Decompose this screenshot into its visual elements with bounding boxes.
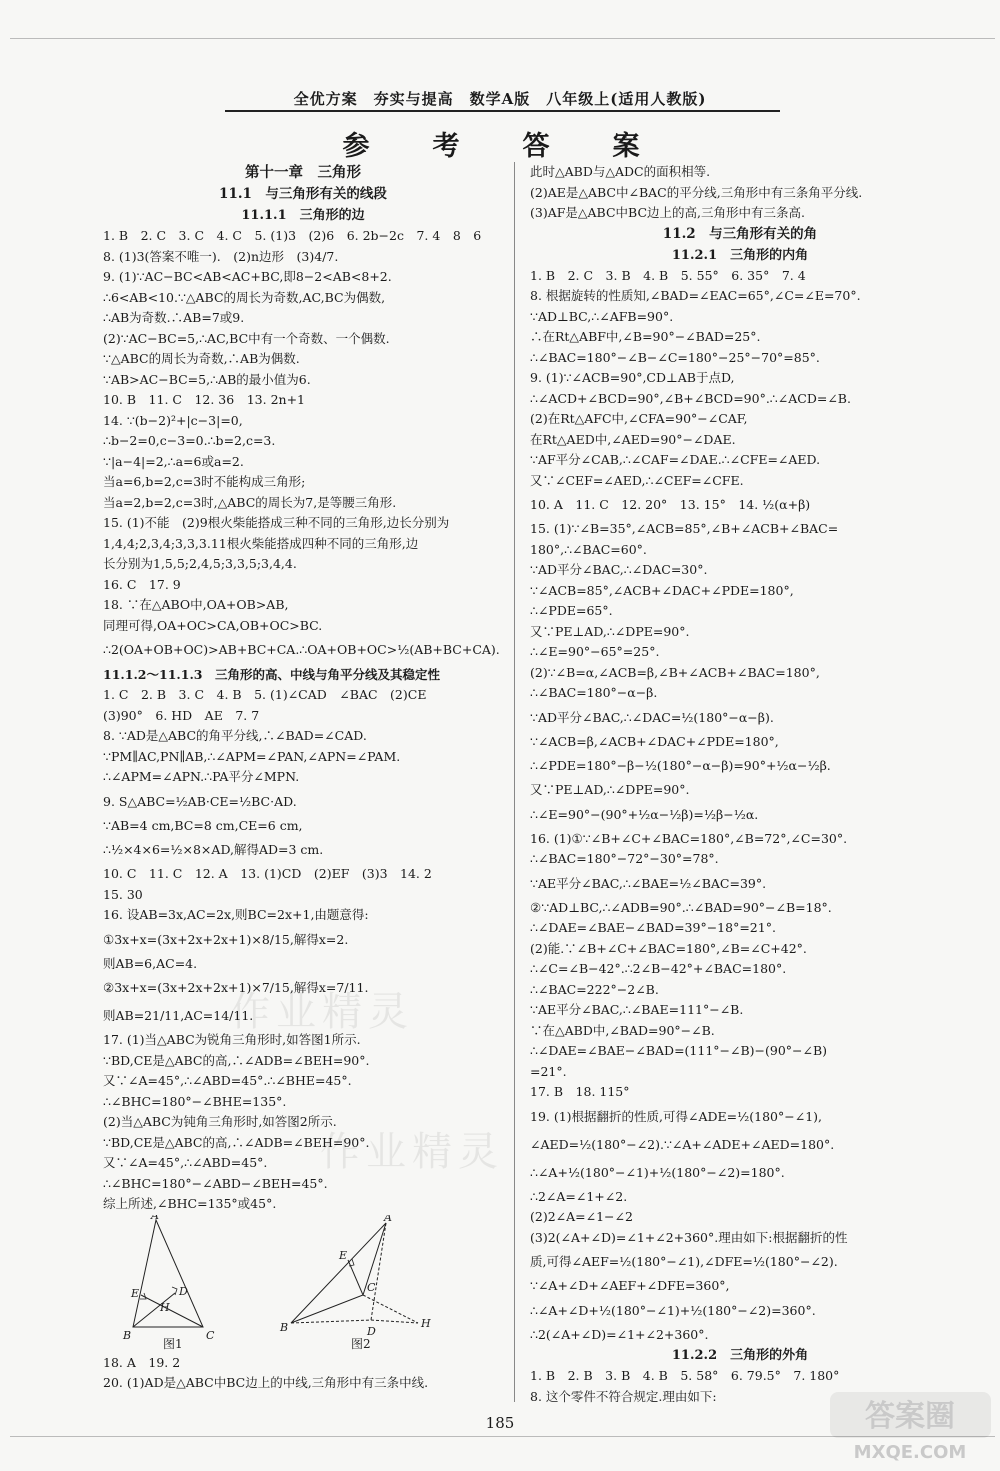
left-column: [103, 162, 503, 1394]
answer-line: 10. B 11. C 12. 36 13. 2n+1: [103, 392, 305, 407]
answer-line: 长分别为1,5,5;2,4,5;3,3,5;3,4,4.: [103, 556, 297, 571]
answer-line: ∴∠E=90°−(90°+½α−½β)=½β−½α.: [530, 806, 759, 822]
answer-line: ∵AF平分∠CAB,∴∠CAF=∠DAE.∴∠CFE=∠AED.: [530, 452, 821, 467]
answer-line: 1. C 2. B 3. C 4. B 5. (1)∠CAD ∠BAC (2)CE: [103, 687, 427, 702]
answer-line: 则AB=6,AC=4.: [103, 955, 198, 971]
answer-line: ∴∠BAC=180°−72°−30°=78°.: [530, 851, 719, 866]
answer-line: ∴∠BHC=180°−∠BHE=135°.: [103, 1093, 287, 1109]
answer-line: (2)AE是△ABC中∠BAC的平分线,三角形中有三条角平分线.: [530, 184, 863, 200]
label-d: D: [179, 1284, 188, 1298]
answer-line: ∴½×4×6=½×8×AD,解得AD=3 cm.: [103, 842, 324, 857]
column-divider: [514, 162, 515, 1402]
altitude-ce: [141, 1295, 203, 1327]
label-a: A: [151, 1214, 159, 1222]
section-heading: 11.2.2 三角形的外角: [671, 1348, 809, 1363]
altitude-ce-2: [348, 1260, 363, 1295]
answer-line: 17. B 18. 115°: [530, 1084, 630, 1099]
figure-2: [291, 1223, 418, 1323]
label-d-2: D: [367, 1324, 376, 1338]
label-b: B: [123, 1328, 132, 1342]
answer-line: ∵AD平分∠BAC,∴∠DAC=½(180°−α−β).: [530, 709, 774, 725]
answer-line: 20. (1)AD是△ABC中BC边上的中线,三角形中有三条中线.: [103, 1375, 429, 1390]
logo-text: 答案圈: [865, 1399, 955, 1434]
answer-line: ∴6<AB<10.∵△ABC的周长为奇数,AC,BC为偶数,: [103, 289, 386, 305]
answer-line: ∴∠A+∠D+½(180°−∠1)+½(180°−∠2)=360°.: [530, 1302, 816, 1318]
answer-line: ∴b−2=0,c−3=0.∴b=2,c=3.: [103, 433, 276, 448]
extended-bd: [291, 1320, 371, 1323]
answer-line: 又∵PE⊥AD,∴∠DPE=90°.: [530, 623, 690, 639]
answer-line: 15. (1)∵∠B=35°,∠ACB=85°,∠B+∠ACB+∠BAC=: [530, 521, 839, 536]
answer-line: (2)2∠A=∠1−∠2: [530, 1209, 633, 1224]
answer-line: ∴∠DAE=∠BAE−∠BAD=39°−18°=21°.: [530, 920, 776, 935]
answer-line: ∴∠PDE=180°−β−½(180°−α−β)=90°+½α−½β.: [530, 758, 831, 773]
answer-line: ∴AB为奇数.∴AB=7或9.: [103, 310, 245, 325]
answer-line: 15. 30: [103, 886, 143, 902]
answer-line: (2)∵AC−BC=5,∴AC,BC中有一个奇数、一个偶数.: [103, 330, 390, 346]
answer-line: 又∵PE⊥AD,∴∠DPE=90°.: [530, 782, 690, 797]
answer-line: ∵AB>AC−BC=5,∴AB的最小值为6.: [103, 371, 311, 387]
label-c-2: C: [367, 1280, 376, 1294]
answer-line: ∴∠E=90°−65°=25°.: [530, 644, 660, 659]
section-heading: 第十一章 三角形: [245, 164, 361, 181]
top-rule: [10, 38, 995, 39]
answer-line: 此时△ABD与△ADC的面积相等.: [530, 164, 711, 179]
answer-line: ∴∠BHC=180°−∠ABD−∠BEH=45°.: [103, 1175, 328, 1191]
right-column: [530, 162, 950, 1407]
answer-line: 18. ∵在△ABO中,OA+OB>AB,: [103, 597, 289, 612]
answer-line: 9. (1)∵AC−BC<AB<AC+BC,即8−2<AB<8+2.: [103, 269, 392, 284]
answer-line: ∵BD,CE是△ABC的高,∴∠ADB=∠BEH=90°.: [103, 1052, 370, 1068]
answer-line: 在Rt△AED中,∠AED=90°−∠DAE.: [530, 431, 736, 447]
answer-line: ∴∠APM=∠APN.∴PA平分∠MPN.: [103, 769, 300, 784]
answer-line: ∴∠PDE=65°.: [530, 603, 613, 618]
answer-line: 17. (1)当△ABC为锐角三角形时,如答图1所示.: [103, 1032, 361, 1047]
watermark: 作业精灵: [230, 989, 414, 1035]
answer-line: 8. 这个零件不符合规定.理由如下:: [530, 1388, 717, 1404]
answer-line: ∴∠BAC=180°−α−β.: [530, 685, 658, 700]
figure-1-caption: 图1: [163, 1336, 183, 1351]
answer-line: (2)能.∵∠B+∠C+∠BAC=180°,∠B=∠C+42°.: [530, 940, 807, 956]
answer-line: ∴∠DAE=∠BAE−∠BAD=(111°−∠B)−(90°−∠B): [530, 1043, 828, 1058]
answer-line: ∵PM∥AC,PN∥AB,∴∠APM=∠PAN,∠APN=∠PAM.: [103, 748, 401, 764]
answer-line: 9. (1)∵∠ACB=90°,CD⊥AB于点D,: [530, 370, 735, 385]
answer-line: ∵AD平分∠BAC,∴∠DAC=30°.: [530, 562, 708, 577]
answer-line: 又∵∠CEF=∠AED,∴∠CEF=∠CFE.: [530, 472, 744, 488]
label-e-2: E: [339, 1248, 348, 1262]
section-heading: 11.2.1 三角形的内角: [671, 247, 809, 263]
answer-line: ∵BD,CE是△ABC的高,∴∠ADB=∠BEH=90°.: [103, 1134, 370, 1150]
site-logo: [828, 1390, 993, 1465]
label-b-2: B: [280, 1320, 289, 1334]
answer-line: ∴∠ACD+∠BCD=90°,∠B+∠BCD=90°.∴∠ACD=∠B.: [530, 390, 851, 406]
answer-line: ∵∠ACB=β,∠ACB+∠DAC+∠PDE=180°,: [530, 733, 779, 749]
answer-line: 19. (1)根据翻折的性质,可得∠ADE=½(180°−∠1),: [530, 1108, 823, 1124]
answer-line: 当a=6,b=2,c=3时不能构成三角形;: [103, 474, 306, 489]
answer-line: ∠AED=½(180°−∠2).∵∠A+∠ADE+∠AED=180°.: [530, 1136, 835, 1152]
geometry-figures: [103, 1215, 483, 1353]
answer-line: ∵在△ABD中,∠BAD=90°−∠B.: [530, 1022, 715, 1038]
header-rule: [225, 110, 780, 112]
answer-line: 综上所述,∠BHC=135°或45°.: [103, 1196, 277, 1211]
figures: [103, 1215, 503, 1353]
answer-line: ∴∠BAC=222°−2∠B.: [530, 981, 659, 997]
page-title: 参 考 答 案: [342, 131, 658, 162]
answer-line: 18. A 19. 2: [103, 1354, 181, 1370]
answer-line: ∵∠ACB=85°,∠ACB+∠DAC+∠PDE=180°,: [530, 582, 794, 598]
answer-line: 180°,∴∠BAC=60°.: [530, 541, 647, 557]
watermark: 作业精灵: [320, 1129, 504, 1175]
answer-line: 1. B 2. C 3. B 4. B 5. 55° 6. 35° 7. 4: [530, 267, 806, 283]
answer-line: 8. ∵AD是△ABC的角平分线,∴∠BAD=∠CAD.: [103, 728, 367, 743]
answer-line: =21°.: [530, 1063, 567, 1079]
answer-line: ①3x+x=(3x+2x+2x+1)×8/15,解得x=2.: [103, 931, 349, 947]
answer-line: 1,4,4;2,3,4;3,3,3.11根火柴能搭成四种不同的三角形,边: [103, 535, 419, 551]
logo-url: MXQE.COM: [853, 1442, 967, 1463]
answer-line: ∵AE平分∠BAC,∴∠BAE=111°−∠B.: [530, 1002, 744, 1017]
answer-line: ∴∠C=∠B−42°.∴2∠B−42°+∠BAC=180°.: [530, 961, 787, 976]
answer-line: ∵△ABC的周长为奇数,∴AB为偶数.: [103, 351, 300, 366]
answer-line: 1. B 2. C 3. C 4. C 5. (1)3 (2)6 6. 2b−2c 7. 4 8 6: [103, 228, 482, 243]
answer-line: ∵AD⊥BC,∴∠AFB=90°.: [530, 308, 674, 324]
answer-line: 16. C 17. 9: [103, 576, 181, 592]
answer-line: ∵AB=4 cm,BC=8 cm,CE=6 cm,: [103, 817, 303, 833]
answer-line: (2)在Rt△AFC中,∠CFA=90°−∠CAF,: [530, 411, 748, 426]
section-heading: 11.2 与三角形有关的角: [662, 225, 818, 242]
answer-line: 16. 设AB=3x,AC=2x,则BC=2x+1,由题意得:: [103, 907, 369, 922]
answer-line: 又∵∠A=45°,∴∠ABD=45°.∴∠BHE=45°.: [103, 1073, 352, 1088]
answer-line: ∴2∠A=∠1+∠2.: [530, 1188, 628, 1204]
answer-line: 14. ∵(b−2)²+|c−3|=0,: [103, 412, 243, 428]
answer-line: 10. A 11. C 12. 20° 13. 15° 14. ½(α+β): [530, 497, 811, 512]
answer-line: ∵∠A+∠D+∠AEF+∠DFE=360°,: [530, 1278, 730, 1293]
figure-2-caption: 图2: [351, 1336, 371, 1351]
answer-line: ②∵AD⊥BC,∴∠ADB=90°.∴∠BAD=90°−∠B=18°.: [530, 899, 832, 915]
section-heading: 11.1.2～11.1.3 三角形的高、中线与角平分线及其稳定性: [103, 667, 440, 682]
answer-line: 8. 根据旋转的性质知,∠BAD=∠EAC=65°,∠C=∠E=70°.: [530, 288, 861, 303]
answer-line: ∴2(∠A+∠D)=∠1+∠2+360°.: [530, 1326, 709, 1342]
answer-line: 16. (1)①∵∠B+∠C+∠BAC=180°,∠B=72°,∠C=30°.: [530, 830, 848, 846]
answer-line: 质,可得∠AEF=½(180°−∠1),∠DFE=½(180°−∠2).: [530, 1254, 838, 1269]
label-a-2: A: [384, 1214, 392, 1224]
answer-line: 当a=2,b=2,c=3时,△ABC的周长为7,是等腰三角形.: [103, 494, 397, 510]
extended-ch: [371, 1320, 418, 1323]
label-e: E: [131, 1286, 140, 1300]
section-heading: 11.1.1 三角形的边: [241, 208, 365, 223]
answer-line: 9. S△ABC=½AB·CE=½BC·AD.: [103, 793, 297, 809]
answer-line: 1. B 2. B 3. B 4. B 5. 58° 6. 79.5° 7. 180°: [530, 1368, 840, 1383]
answer-line: 又∵∠A=45°,∴∠ABD=45°.: [103, 1155, 268, 1170]
answer-line: (2)∵∠B=α,∠ACB=β,∠B+∠ACB+∠BAC=180°,: [530, 664, 820, 680]
page-number: 185: [485, 1414, 515, 1432]
answer-line: 15. (1)不能 (2)9根火柴能搭成三种不同的三角形,边长分别为: [103, 515, 450, 530]
answer-line: (3)2(∠A+∠D)=∠1+∠2+360°.理由如下:根据翻折的性: [530, 1229, 848, 1245]
answer-line: 8. (1)3(答案不唯一). (2)n边形 (3)4/7.: [103, 248, 339, 264]
answer-line: 10. C 11. C 12. A 13. (1)CD (2)EF (3)3 14. 2: [103, 866, 432, 881]
answer-line: (2)当△ABC为钝角三角形时,如答图2所示.: [103, 1114, 337, 1129]
answer-line: ∵|a−4|=2,∴a=6或a=2.: [103, 453, 244, 469]
label-c: C: [206, 1328, 215, 1342]
section-heading: 11.1 与三角形有关的线段: [219, 186, 387, 202]
answer-line: ②3x+x=(3x+2x+2x+1)×7/15,解得x=7/11.: [103, 980, 369, 995]
answer-line: 同理可得,OA+OC>CA,OB+OC>BC.: [103, 617, 323, 633]
answer-line: ∵AE平分∠BAC,∴∠BAE=½∠BAC=39°.: [530, 875, 767, 891]
answer-line: 则AB=21/11,AC=14/11.: [103, 1008, 254, 1023]
answer-line: (3)AF是△ABC中BC边上的高,三角形中有三条高.: [530, 205, 805, 220]
answer-line: ∴2(OA+OB+OC)>AB+BC+CA.∴OA+OB+OC>½(AB+BC+CA).: [103, 642, 500, 657]
label-h: H: [160, 1300, 170, 1314]
answer-line: (3)90° 6. HD AE 7. 7: [103, 707, 260, 723]
answer-line: ∴在Rt△ABF中,∠B=90°−∠BAD=25°.: [530, 329, 761, 344]
running-header: 全优方案 夯实与提高 数学A版 八年级上(适用人教版): [293, 90, 707, 108]
label-h-2: H: [421, 1316, 431, 1330]
answer-line: ∴∠A+½(180°−∠1)+½(180°−∠2)=180°.: [530, 1164, 785, 1180]
answer-line: ∴∠BAC=180°−∠B−∠C=180°−25°−70°=85°.: [530, 349, 820, 365]
